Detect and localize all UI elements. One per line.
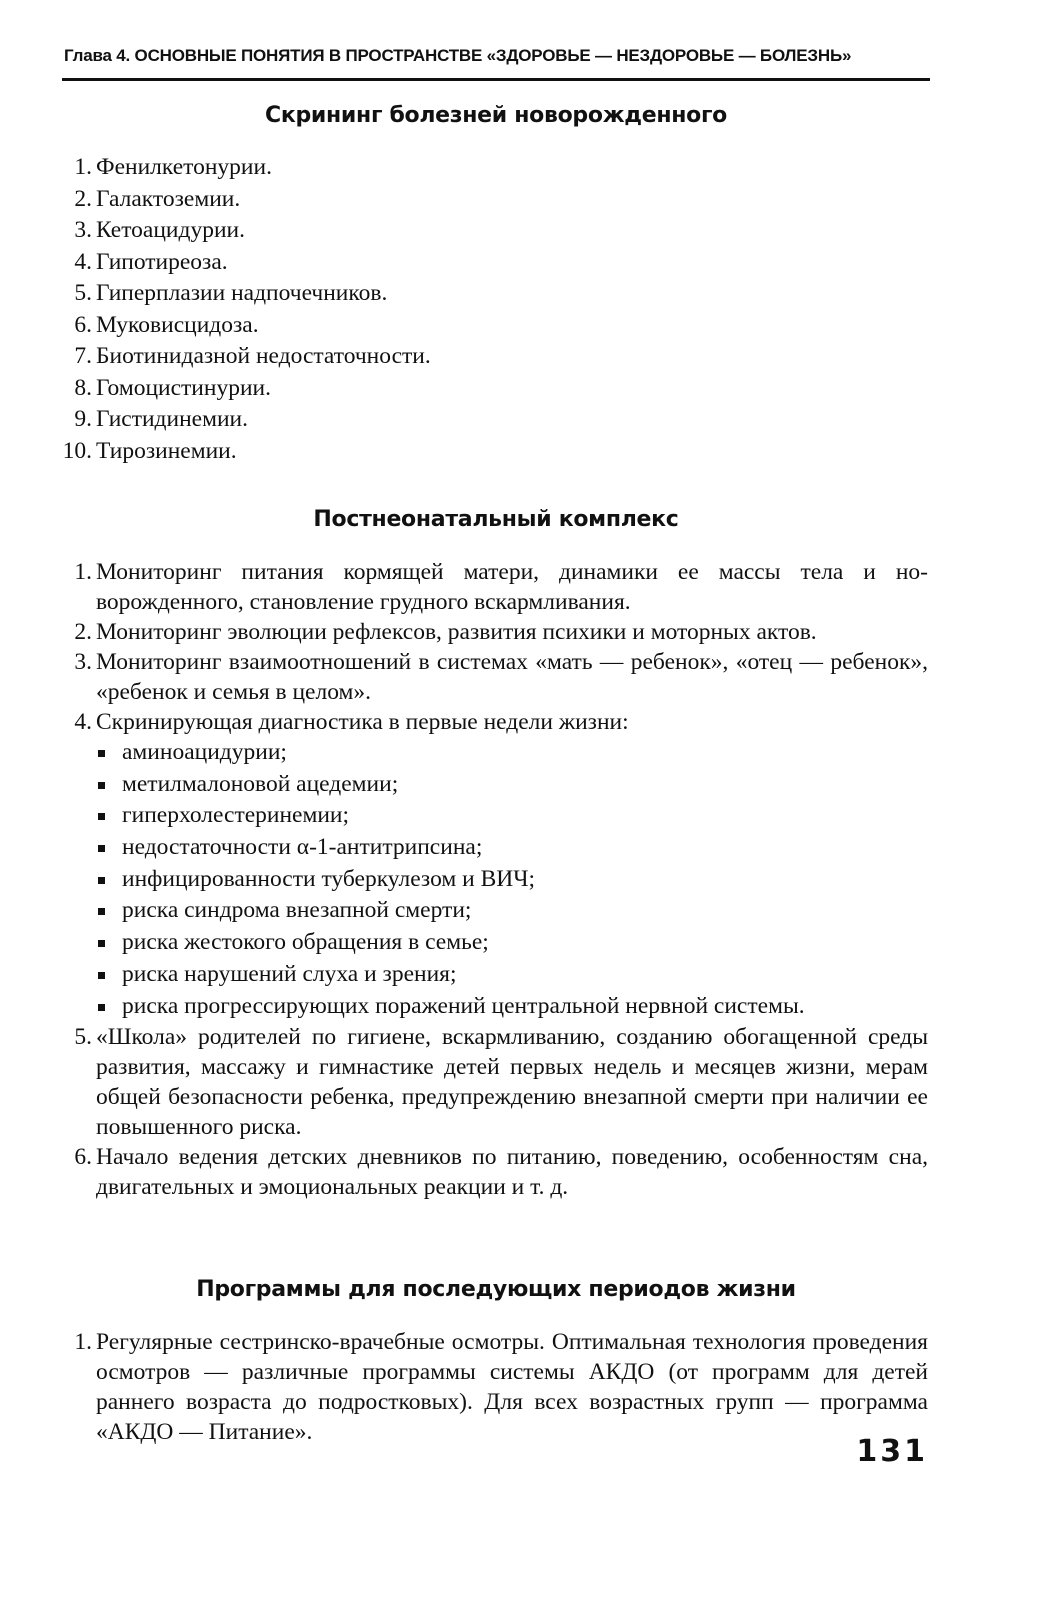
list-item bbox=[0, 278, 1059, 310]
item-text: Гистидинемии. bbox=[96, 406, 248, 432]
list-item bbox=[0, 707, 1059, 1022]
item-number: 6. bbox=[74, 1144, 92, 1171]
list-item bbox=[0, 310, 1059, 342]
bullet-square-icon bbox=[98, 908, 105, 915]
bullet-item bbox=[0, 832, 1059, 864]
item-text: Мониторинг эволюции рефлексов, развития психики и моторных актов. bbox=[96, 619, 817, 645]
bullet-item bbox=[0, 959, 1059, 991]
item-number: 3. bbox=[74, 649, 92, 675]
item-number: 4. bbox=[74, 248, 92, 275]
running-head-rule bbox=[62, 78, 930, 81]
item-text: Гиперплазии надпочечников. bbox=[96, 280, 388, 306]
bullet-text: метилмалоновой ацедемии; bbox=[122, 770, 399, 797]
item-text: Тирозинемии. bbox=[96, 437, 237, 464]
bullet-square-icon bbox=[98, 877, 105, 884]
item-number: 9. bbox=[74, 406, 92, 432]
item-number: 2. bbox=[74, 619, 92, 645]
postneonatal-list bbox=[0, 557, 1059, 1202]
bullet-item bbox=[0, 895, 1059, 927]
list-item bbox=[0, 1327, 1059, 1447]
bullet-square-icon bbox=[98, 782, 105, 789]
bullet-square-icon bbox=[98, 845, 105, 852]
item-number: 3. bbox=[74, 217, 92, 243]
section-title-newborn-screening: Скрининг болезней новорожденного bbox=[264, 103, 727, 128]
item-number: 4. bbox=[74, 709, 92, 735]
bullet-text: риска жестокого обращения в семье; bbox=[122, 929, 489, 956]
list-item bbox=[0, 557, 1059, 617]
list-item bbox=[0, 215, 1059, 247]
bullet-item bbox=[0, 769, 1059, 801]
list-item bbox=[0, 1022, 1059, 1142]
list-item bbox=[0, 647, 1059, 707]
bullet-item bbox=[0, 800, 1059, 832]
item-text: Мониторинг питания кормящей матери, динамики ее массы тела и новорожденного, становление грудного вскармливания. bbox=[96, 559, 928, 615]
item-text: Биотинидазной недостаточности. bbox=[96, 343, 431, 369]
page-number: 131 bbox=[856, 1434, 928, 1469]
item-number: 1. bbox=[74, 154, 92, 180]
bullet-text: гиперхолестеринемии; bbox=[122, 802, 350, 829]
running-head: Глава 4. ОСНОВНЫЕ ПОНЯТИЯ В ПРОСТРАНСТВЕ «ЗДОРОВЬЕ — НЕЗДОРОВЬЕ — БОЛЕЗНЬ» bbox=[64, 46, 852, 65]
bullet-text: риска синдрома внезапной смерти; bbox=[122, 897, 472, 924]
list-item bbox=[0, 404, 1059, 436]
bullet-item bbox=[0, 927, 1059, 959]
item-text: Скринирующая диагностика в первые недели жизни: bbox=[96, 709, 629, 735]
item-text: Регулярные сестринско-врачебные осмотры. Оптимальная технология проведения осмотров — различные программы системы АКДО (от программ для детей раннего возраста до подростковых). Для всех возрастных групп — программа «АКДО — Питание». bbox=[96, 1329, 928, 1445]
item-number: 1. bbox=[74, 559, 92, 585]
item-number: 1. bbox=[74, 1329, 92, 1355]
item-number: 10. bbox=[62, 437, 92, 464]
item-number: 6. bbox=[74, 311, 92, 338]
item-text: Муковисцидоза. bbox=[96, 311, 259, 338]
item-text: Галактоземии. bbox=[96, 185, 241, 212]
list-item bbox=[0, 436, 1059, 468]
item-text: «Школа» родителей по гигиене, вскармливанию, созданию обогащенной среды развития, массажу и гимнастике детей первых недель и месяцев жизни, мерам общей безопасности ребенка, предупреждению внезапной смерти при наличии ее повышенного риска. bbox=[96, 1024, 928, 1141]
item-number: 5. bbox=[74, 280, 92, 306]
bullet-item bbox=[0, 864, 1059, 896]
section-title-postneonatal-complex: Постнеонатальный комплекс bbox=[313, 507, 679, 532]
item-text: Гомоцистинурии. bbox=[96, 374, 271, 401]
item-number: 5. bbox=[74, 1024, 92, 1051]
bullet-square-icon bbox=[98, 940, 105, 947]
list-item bbox=[0, 341, 1059, 373]
bullet-item bbox=[0, 991, 1059, 1023]
list-item bbox=[0, 152, 1059, 184]
newborn-screening-list bbox=[0, 152, 1059, 467]
item-text: Гипотиреоза. bbox=[96, 248, 228, 275]
item-text: Кетоацидурии. bbox=[96, 217, 245, 243]
later-life-programs-list bbox=[0, 1327, 1059, 1447]
list-item bbox=[0, 1142, 1059, 1202]
bullet-text: недостаточности α-1-антитрипсина; bbox=[122, 834, 483, 861]
bullet-text: инфицированности туберкулезом и ВИЧ; bbox=[122, 865, 536, 892]
item-text: Начало ведения детских дневников по питанию, поведению, особенностям сна, двигательных и эмоциональных реакции и т. д. bbox=[96, 1144, 928, 1201]
bullet-square-icon bbox=[98, 813, 105, 820]
list-item bbox=[0, 247, 1059, 279]
bullet-item bbox=[0, 737, 1059, 769]
bullet-square-icon bbox=[98, 972, 105, 979]
bullet-text: риска прогрессирующих поражений центральной нервной системы. bbox=[122, 992, 805, 1019]
bullet-square-icon bbox=[98, 1004, 105, 1011]
item-number: 2. bbox=[74, 185, 92, 212]
item-number: 7. bbox=[74, 343, 92, 369]
screening-bullet-list bbox=[0, 737, 1059, 1022]
item-text: Мониторинг взаимоотношений в системах «мать — ребенок», «отец — ребенок», «ребенок и семья в целом». bbox=[96, 649, 928, 705]
list-item bbox=[0, 373, 1059, 405]
item-text: Фенилкетонурии. bbox=[96, 154, 272, 180]
list-item bbox=[0, 617, 1059, 647]
list-item bbox=[0, 184, 1059, 216]
bullet-text: аминоацидурии; bbox=[122, 739, 287, 765]
section-title-later-life-programs: Программы для последующих периодов жизни bbox=[196, 1277, 796, 1302]
bullet-text: риска нарушений слуха и зрения; bbox=[122, 960, 457, 987]
item-number: 8. bbox=[74, 374, 92, 401]
bullet-square-icon bbox=[98, 750, 105, 757]
